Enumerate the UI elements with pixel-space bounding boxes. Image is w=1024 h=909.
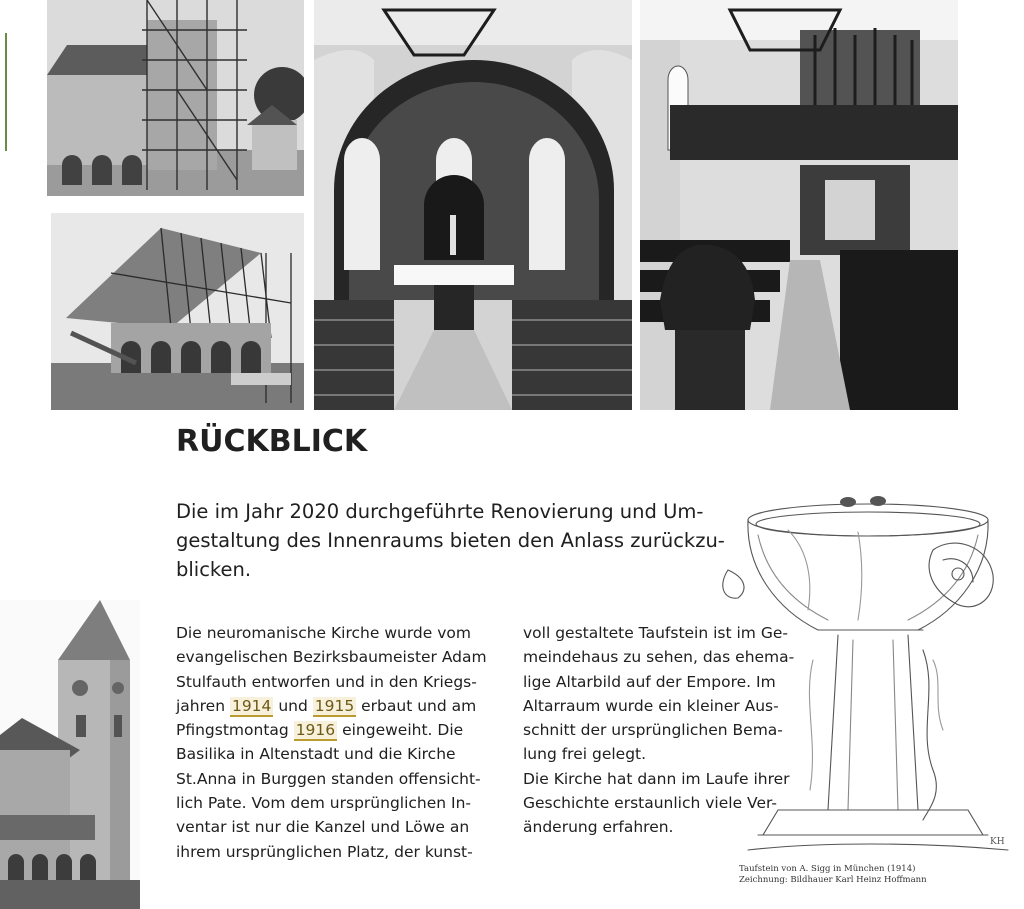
text-line: voll gestaltete Taufstein ist im Ge- xyxy=(523,624,788,642)
text-line: Geschichte erstaunlich viele Ver- xyxy=(523,794,777,813)
photo-roof-construction xyxy=(51,213,304,410)
photo-construction-scaffolding xyxy=(47,0,304,196)
text-line: ihrem ursprünglichen Platz, der kunst- xyxy=(176,842,473,861)
text-line xyxy=(176,694,506,718)
caption-line: Zeichnung: Bildhauer Karl Heinz Hoffmann xyxy=(739,875,927,885)
text-line: lung frei gelegt. xyxy=(523,745,647,764)
accent-line xyxy=(5,33,7,151)
text-line: schnitt der ursprünglichen Bema- xyxy=(523,721,783,740)
photo-church-tower xyxy=(0,600,140,909)
text-line: meindehaus zu sehen, das ehema- xyxy=(523,648,795,667)
page-heading: RÜCKBLICK xyxy=(176,424,368,459)
text-line: lige Altarbild auf der Empore. Im xyxy=(523,672,776,691)
text-line: lich Pate. Vom dem ursprünglichen In- xyxy=(176,794,472,813)
text-fragment: und xyxy=(273,696,313,715)
text-line: änderung erfahren. xyxy=(523,818,674,837)
text-fragment: erbaut und am xyxy=(356,696,477,715)
image-caption xyxy=(739,864,999,886)
text-column-right xyxy=(523,621,823,840)
year-highlight-1916: 1916 xyxy=(295,721,336,740)
text-fragment: jahren xyxy=(176,696,230,715)
text-fragment: Pfingstmontag xyxy=(176,721,294,740)
text-column-left xyxy=(176,621,506,864)
text-line xyxy=(176,718,506,742)
intro-line: blicken. xyxy=(176,558,252,581)
text-line: Stulfauth entworfen und in den Kriegs- xyxy=(176,672,477,691)
intro-line: gestaltung des Innenraums bieten den Anlass zurückzu- xyxy=(176,529,725,552)
photo-altar-interior xyxy=(314,0,632,410)
text-line: St.Anna in Burggen standen offensicht- xyxy=(176,769,481,788)
intro-paragraph xyxy=(176,497,766,584)
photo-organ-gallery xyxy=(640,0,958,410)
sketch-signature: KH xyxy=(990,837,1005,847)
text-line: Die Kirche hat dann im Laufe ihrer xyxy=(523,769,790,788)
intro-line: Die im Jahr 2020 durchgeführte Renovierung und Um- xyxy=(176,500,704,523)
text-line: Basilika in Altenstadt und die Kirche xyxy=(176,745,456,764)
text-line: Altarraum wurde ein kleiner Aus- xyxy=(523,696,779,715)
text-fragment: eingeweiht. Die xyxy=(337,721,464,740)
text-line: ventar ist nur die Kanzel und Löwe an xyxy=(176,818,470,837)
text-line: Die neuromanische Kirche wurde vom xyxy=(176,624,471,642)
text-line: evangelischen Bezirksbaumeister Adam xyxy=(176,648,487,667)
year-highlight-1914: 1914 xyxy=(231,696,272,715)
caption-line: Taufstein von A. Sigg in München (1914) xyxy=(739,864,916,874)
year-highlight-1915: 1915 xyxy=(314,696,355,715)
